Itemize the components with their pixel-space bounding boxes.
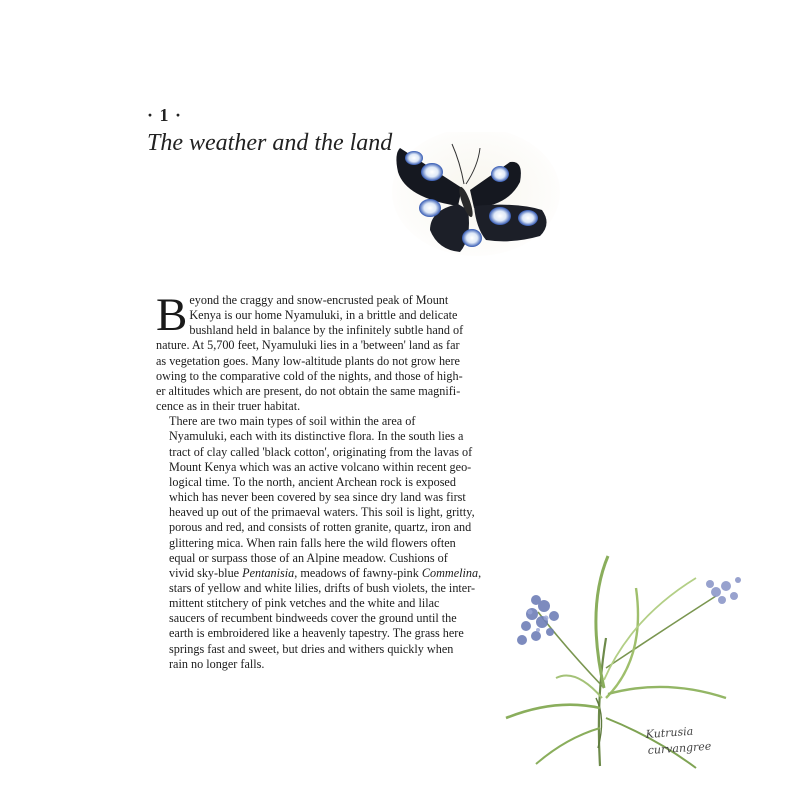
text-segment: , meadows of fawny-pink (294, 565, 422, 580)
text-line: tract of clay called 'black cotton', originating from the lavas of (169, 444, 473, 459)
text-line: springs fast and sweet, but dries and withers quickly when (169, 641, 454, 656)
text-line: er altitudes which are present, do not obtain the same magnifi- (156, 383, 461, 398)
text-line: porous and red, and consists of rotten granite, quartz, iron and (169, 520, 472, 535)
text-segment: vivid sky-blue (169, 565, 243, 580)
text-line: There are two main types of soil within the area of (169, 414, 416, 429)
text-line: saucers of recumbent bindweeds cover the ground until the (169, 611, 457, 626)
wildflower-illustration (496, 548, 786, 778)
text-line: Mount Kenya which was an active volcano within recent geo- (169, 459, 472, 474)
artist-signature: Kutrusia (645, 724, 694, 741)
paragraph-2 (156, 414, 500, 672)
text-line: equal or surpass those of an Alpine meadow. Cushions of (169, 550, 448, 565)
text-line (156, 566, 500, 581)
text-line: owing to the comparative cold of the nights, and those of high- (156, 368, 463, 383)
text-line: as vegetation goes. Many low-altitude plants do not grow here (156, 353, 460, 368)
text-line: earth is embroidered like a heavenly tapestry. The grass here (169, 626, 464, 641)
chapter-title: The weather and the land (147, 130, 393, 156)
artist-signature: curvangree (647, 739, 712, 757)
chapter-number: · 1 · (147, 105, 183, 125)
species-name: Pentanisia (242, 565, 295, 580)
drop-cap: B (156, 289, 188, 341)
butterfly-illustration (392, 132, 560, 260)
text-line: heaved up out of the primaeval waters. This soil is light, gritty, (169, 505, 475, 520)
body-text (156, 289, 500, 672)
text-line: eyond the craggy and snow-encrusted peak of Mount (189, 293, 449, 307)
text-line: rain no longer falls. (169, 656, 265, 671)
text-line: Nyamuluki, each with its distinctive flora. In the south lies a (169, 429, 464, 444)
paragraph-1 (156, 289, 500, 414)
text-line: mittent stitchery of pink vetches and the white and lilac (169, 596, 440, 611)
text-line: cence as in their truer habitat. (156, 399, 301, 414)
text-line: which has never been covered by sea since dry land was first (169, 490, 466, 505)
text-line: Kenya is our home Nyamuluki, in a brittle and delicate (189, 308, 458, 323)
text-line: logical time. To the north, ancient Archean rock is exposed (169, 474, 456, 489)
text-segment: , (478, 565, 482, 580)
species-name: Commelina (421, 565, 479, 580)
text-line: bushland held in balance by the infinitely subtle hand of (189, 323, 464, 338)
text-line: nature. At 5,700 feet, Nyamuluki lies in a 'between' land as far (156, 338, 460, 353)
text-line: stars of yellow and white lilies, drifts of bush violets, the inter- (169, 580, 476, 595)
text-line: glittering mica. When rain falls here the wild flowers often (169, 535, 456, 550)
